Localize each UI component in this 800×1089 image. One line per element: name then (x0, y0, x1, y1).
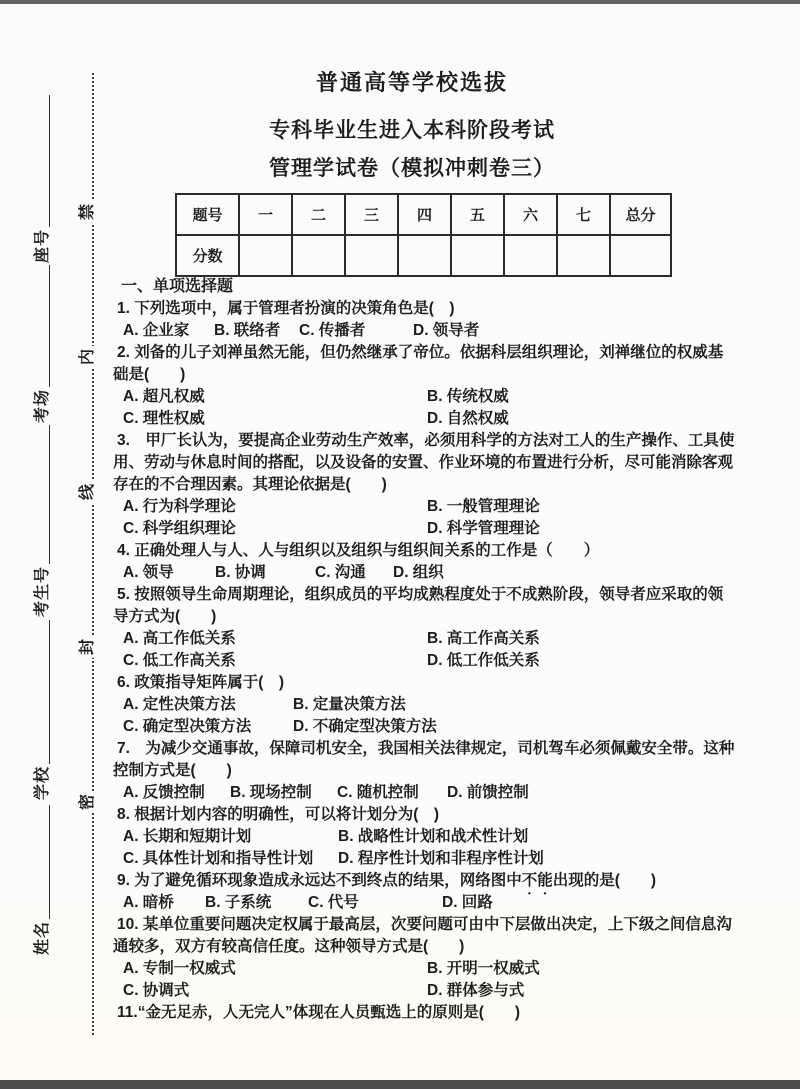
exam-title-line2: 专科毕业生进入本科阶段考试 (269, 119, 555, 142)
option-b: B. 协调 (215, 564, 266, 581)
col-five: 五 (451, 194, 504, 235)
seal-char-xian: 线 (76, 481, 100, 503)
question-11-stem: 11.“金无足赤，人无完人”体现在人员甄选上的原则是( ) (117, 1004, 521, 1021)
section-title: 一、单项选择题 (121, 278, 234, 295)
question-8-options-row2 (113, 848, 795, 870)
question-5-options-row2 (113, 650, 795, 672)
option-a: A. 高工作低关系 (123, 630, 236, 647)
seal-char-jin: 禁 (76, 201, 100, 223)
scan-top-edge (0, 0, 800, 4)
option-a: A. 定性决策方法 (123, 696, 236, 713)
option-d: D. 领导者 (413, 322, 480, 339)
seal-char-nei: 内 (76, 346, 100, 368)
score-table-score-row (176, 235, 671, 276)
exam-room-label: 考场 (34, 388, 51, 423)
question-2-stem-cont: 础是( ) (113, 366, 186, 383)
option-c: C. 协调式 (123, 982, 190, 999)
option-b: B. 一般管理理论 (427, 498, 540, 515)
question-7-stem: 7. 为减少交通事故，保障司机安全，我国相关法律规定，司机驾车必须佩戴安全带。这种 (117, 740, 735, 757)
option-a: A. 反馈控制 (123, 784, 205, 801)
option-c: C. 随机控制 (337, 784, 419, 801)
question-3-options-row1 (113, 496, 795, 518)
option-b: B. 开明一权威式 (427, 960, 540, 977)
question-1-options (113, 320, 795, 342)
option-c: C. 低工作高关系 (123, 652, 236, 669)
question-8-stem: 8. 根据计划内容的明确性，可以将计划分为( ) (117, 806, 440, 823)
score-cell-total (610, 235, 671, 276)
option-a: A. 领导 (123, 564, 174, 581)
option-c: C. 科学组织理论 (123, 520, 236, 537)
margin-field-name (31, 805, 53, 955)
score-table (175, 193, 672, 277)
score-cell (557, 235, 610, 276)
question-10-options-row2 (113, 980, 795, 1002)
option-d: D. 回路 (442, 894, 493, 911)
question-2-stem: 2. 刘备的儿子刘禅虽然无能，但仍然继承了帝位。依据科层组织理论，刘禅继位的权威基 (117, 344, 724, 361)
question-3-stem-cont1: 用、劳动与休息时间的搭配，以及设备的安置、作业环境的布置进行分析，尽可能消除客观 (113, 454, 734, 471)
col-seven: 七 (557, 194, 610, 235)
question-3-stem-cont2: 存在的不合理因素。其理论依据是( ) (113, 476, 387, 493)
score-cell (451, 235, 504, 276)
option-a: A. 企业家 (123, 322, 190, 339)
question-9-stem-emphasis: 不能 (521, 872, 553, 889)
option-c: C. 沟通 (315, 564, 366, 581)
scan-bottom-edge (0, 1080, 800, 1089)
questions-section (113, 276, 795, 1024)
question-2-options-row2 (113, 408, 795, 430)
option-b: B. 定量决策方法 (293, 696, 406, 713)
score-cell (292, 235, 345, 276)
question-9-stem-pre: 9. 为了避免循环现象造成永远达不到终点的结果，网络图中 (117, 872, 522, 889)
col-total: 总分 (610, 194, 671, 235)
option-b: B. 传统权威 (427, 388, 509, 405)
score-cell (504, 235, 557, 276)
option-b: B. 子系统 (205, 894, 272, 911)
question-7-stem-cont: 控制方式是( ) (113, 762, 232, 779)
margin-field-school (31, 620, 53, 800)
option-a: A. 长期和短期计划 (123, 828, 252, 845)
exam-room-blank (49, 265, 50, 387)
question-6-options-row1 (113, 694, 795, 716)
question-5-stem-cont: 导方式为( ) (113, 608, 217, 625)
question-2-options-row1 (113, 386, 795, 408)
col-four: 四 (398, 194, 451, 235)
option-a: A. 行为科学理论 (123, 498, 236, 515)
option-d: D. 前馈控制 (447, 784, 529, 801)
question-5-stem: 5. 按照领导生命周期理论，组织成员的平均成熟程度处于不成熟阶段，领导者应采取的领 (117, 586, 724, 603)
question-9-stem (113, 870, 795, 892)
col-two: 二 (292, 194, 345, 235)
name-label: 姓名 (34, 920, 51, 955)
option-d: D. 科学管理理论 (427, 520, 540, 537)
school-blank (49, 620, 50, 764)
score-cell (239, 235, 292, 276)
seat-number-label: 座号 (34, 228, 51, 263)
col-one: 一 (239, 194, 292, 235)
margin-field-exam-room (31, 265, 53, 423)
question-3-stem: 3. 甲厂长认为，要提高企业劳动生产效率，必须用科学的方法对工人的生产操作、工具使 (117, 432, 735, 449)
option-d: D. 程序性计划和非程序性计划 (338, 850, 544, 867)
seat-number-blank (49, 95, 50, 227)
question-8-options-row1 (113, 826, 795, 848)
question-10-options-row1 (113, 958, 795, 980)
score-header: 分数 (176, 235, 239, 276)
option-c: C. 代号 (308, 894, 359, 911)
option-d: D. 不确定型决策方法 (293, 718, 437, 735)
candidate-number-blank (49, 425, 50, 564)
option-d: D. 自然权威 (427, 410, 509, 427)
score-table-header-row (176, 194, 671, 235)
option-d: D. 组织 (393, 564, 444, 581)
option-d: D. 群体参与式 (427, 982, 525, 999)
option-c: C. 理性权威 (123, 410, 205, 427)
question-10-stem: 10. 某单位重要问题决定权属于最高层，次要问题可由中下层做出决定，上下级之间信息沟 (117, 916, 732, 933)
option-a: A. 专制一权威式 (123, 960, 236, 977)
exam-title-line1: 普通高等学校选拔 (315, 70, 508, 95)
score-cell (398, 235, 451, 276)
option-c: C. 传播者 (299, 322, 366, 339)
option-c: C. 具体性计划和指导性计划 (123, 850, 314, 867)
name-blank (49, 805, 50, 919)
school-label: 学校 (34, 765, 51, 800)
question-10-stem-cont: 通较多，双方有较高信任度。这种领导方式是( ) (113, 938, 465, 955)
option-a: A. 暗桥 (123, 894, 174, 911)
seal-char-feng: 封 (76, 636, 100, 658)
option-d: D. 低工作低关系 (427, 652, 540, 669)
option-b: B. 联络者 (214, 322, 281, 339)
option-b: B. 高工作高关系 (427, 630, 540, 647)
question-number-header: 题号 (176, 194, 239, 235)
col-six: 六 (504, 194, 557, 235)
option-b: B. 现场控制 (230, 784, 312, 801)
question-4-options (113, 562, 795, 584)
option-b: B. 战略性计划和战术性计划 (338, 828, 529, 845)
question-9-options (113, 892, 795, 914)
question-6-stem: 6. 政策指导矩阵属于( ) (117, 674, 285, 691)
question-3-options-row2 (113, 518, 795, 540)
exam-title-line3: 管理学试卷（模拟冲刺卷三） (269, 157, 555, 180)
score-cell (345, 235, 398, 276)
question-9-stem-post: 出现的是( ) (552, 872, 657, 889)
option-a: A. 超凡权威 (123, 388, 205, 405)
question-6-options-row2 (113, 716, 795, 738)
seal-char-mi: 密 (76, 791, 100, 813)
question-7-options (113, 782, 795, 804)
margin-field-candidate-number (31, 425, 53, 617)
question-5-options-row1 (113, 628, 795, 650)
question-1-stem: 1. 下列选项中，属于管理者扮演的决策角色是( ) (117, 300, 455, 317)
option-c: C. 确定型决策方法 (123, 718, 252, 735)
col-three: 三 (345, 194, 398, 235)
candidate-number-label: 考生号 (34, 565, 51, 617)
question-4-stem: 4. 正确处理人与人、人与组织以及组织与组织间关系的工作是（ ） (117, 542, 600, 559)
margin-field-seat-number (31, 95, 53, 263)
